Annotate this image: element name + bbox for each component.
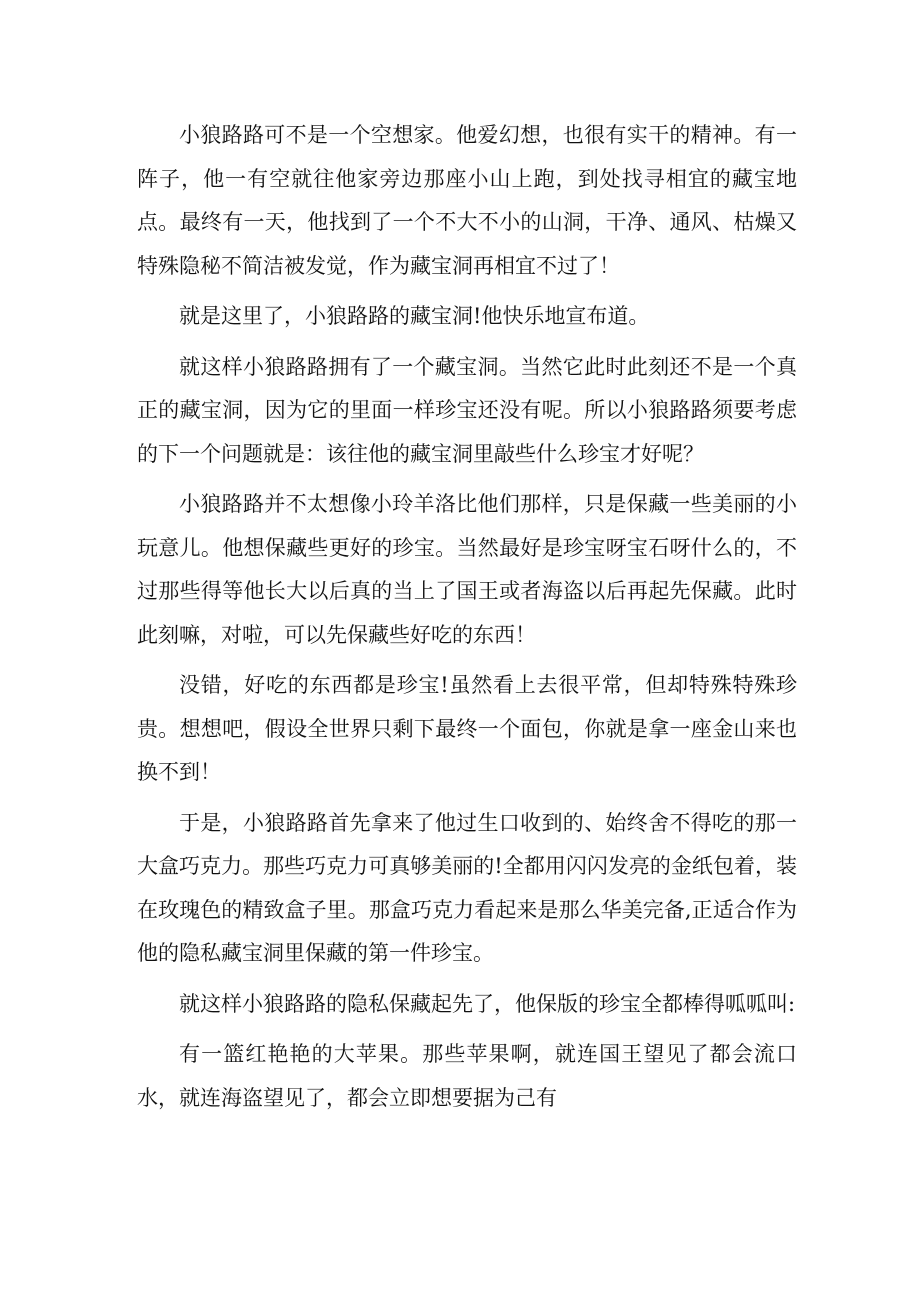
paragraph-5: 没错，好吃的东西都是珍宝!虽然看上去很平常，但却特殊特殊珍贵。想想吧，假设全世界只剩下最终一个面包，你就是拿一座金山来也换不到！: [137, 673, 797, 784]
paragraph-3: 就这样小狼路路拥有了一个藏宝洞。当然它此时此刻还不是一个真正的藏宝洞，因为它的里面一样珍宝还没有呢。所以小狼路路须要考虑的下一个问题就是：该往他的藏宝洞里敲些什么珍宝才好呢？: [137, 354, 797, 466]
paragraph-7: 就这样小狼路路的隐私保藏起先了，他保版的珍宝全都棒得呱呱叫:: [179, 991, 796, 1016]
document-body: [137, 114, 797, 1127]
paragraph-2: 就是这里了，小狼路路的藏宝洞!他快乐地宣布道。: [179, 304, 650, 328]
paragraph-6: 于是，小狼路路首先拿来了他过生口收到的、始终舍不得吃的那一大盒巧克力。那些巧克力可真够美丽的!全都用闪闪发亮的金纸包着，装在玫瑰色的精致盒子里。那盒巧克力看起来是那么华美完备,正适合作为他的隐私藏宝洞里保藏的第一件珍宝。: [137, 810, 797, 965]
paragraph-1: 小狼路路可不是一个空想家。他爱幻想，也很有实干的精神。有一阵子，他一有空就往他家旁边那座小山上跑，到处找寻相宜的藏宝地点。最终有一天，他找到了一个不大不小的山洞，干净、通风、枯燥又特殊隐秘不简洁被发觉，作为藏宝洞再相宜不过了！: [137, 123, 797, 278]
paragraph-4: 小狼路路并不太想像小玲羊洛比他们那样，只是保藏一些美丽的小玩意儿。他想保藏些更好的珍宝。当然最好是珍宝呀宝石呀什么的，不过那些得等他长大以后真的当上了国王或者海盗以后再起先保藏。此时此刻嘛，对啦，可以先保藏些好吃的东西！: [137, 492, 797, 647]
paragraph-8: 有一篮红艳艳的大苹果。那些苹果啊，就连国王望见了都会流口水，就连海盗望见了，都会立即想要据为己有: [137, 1042, 797, 1110]
